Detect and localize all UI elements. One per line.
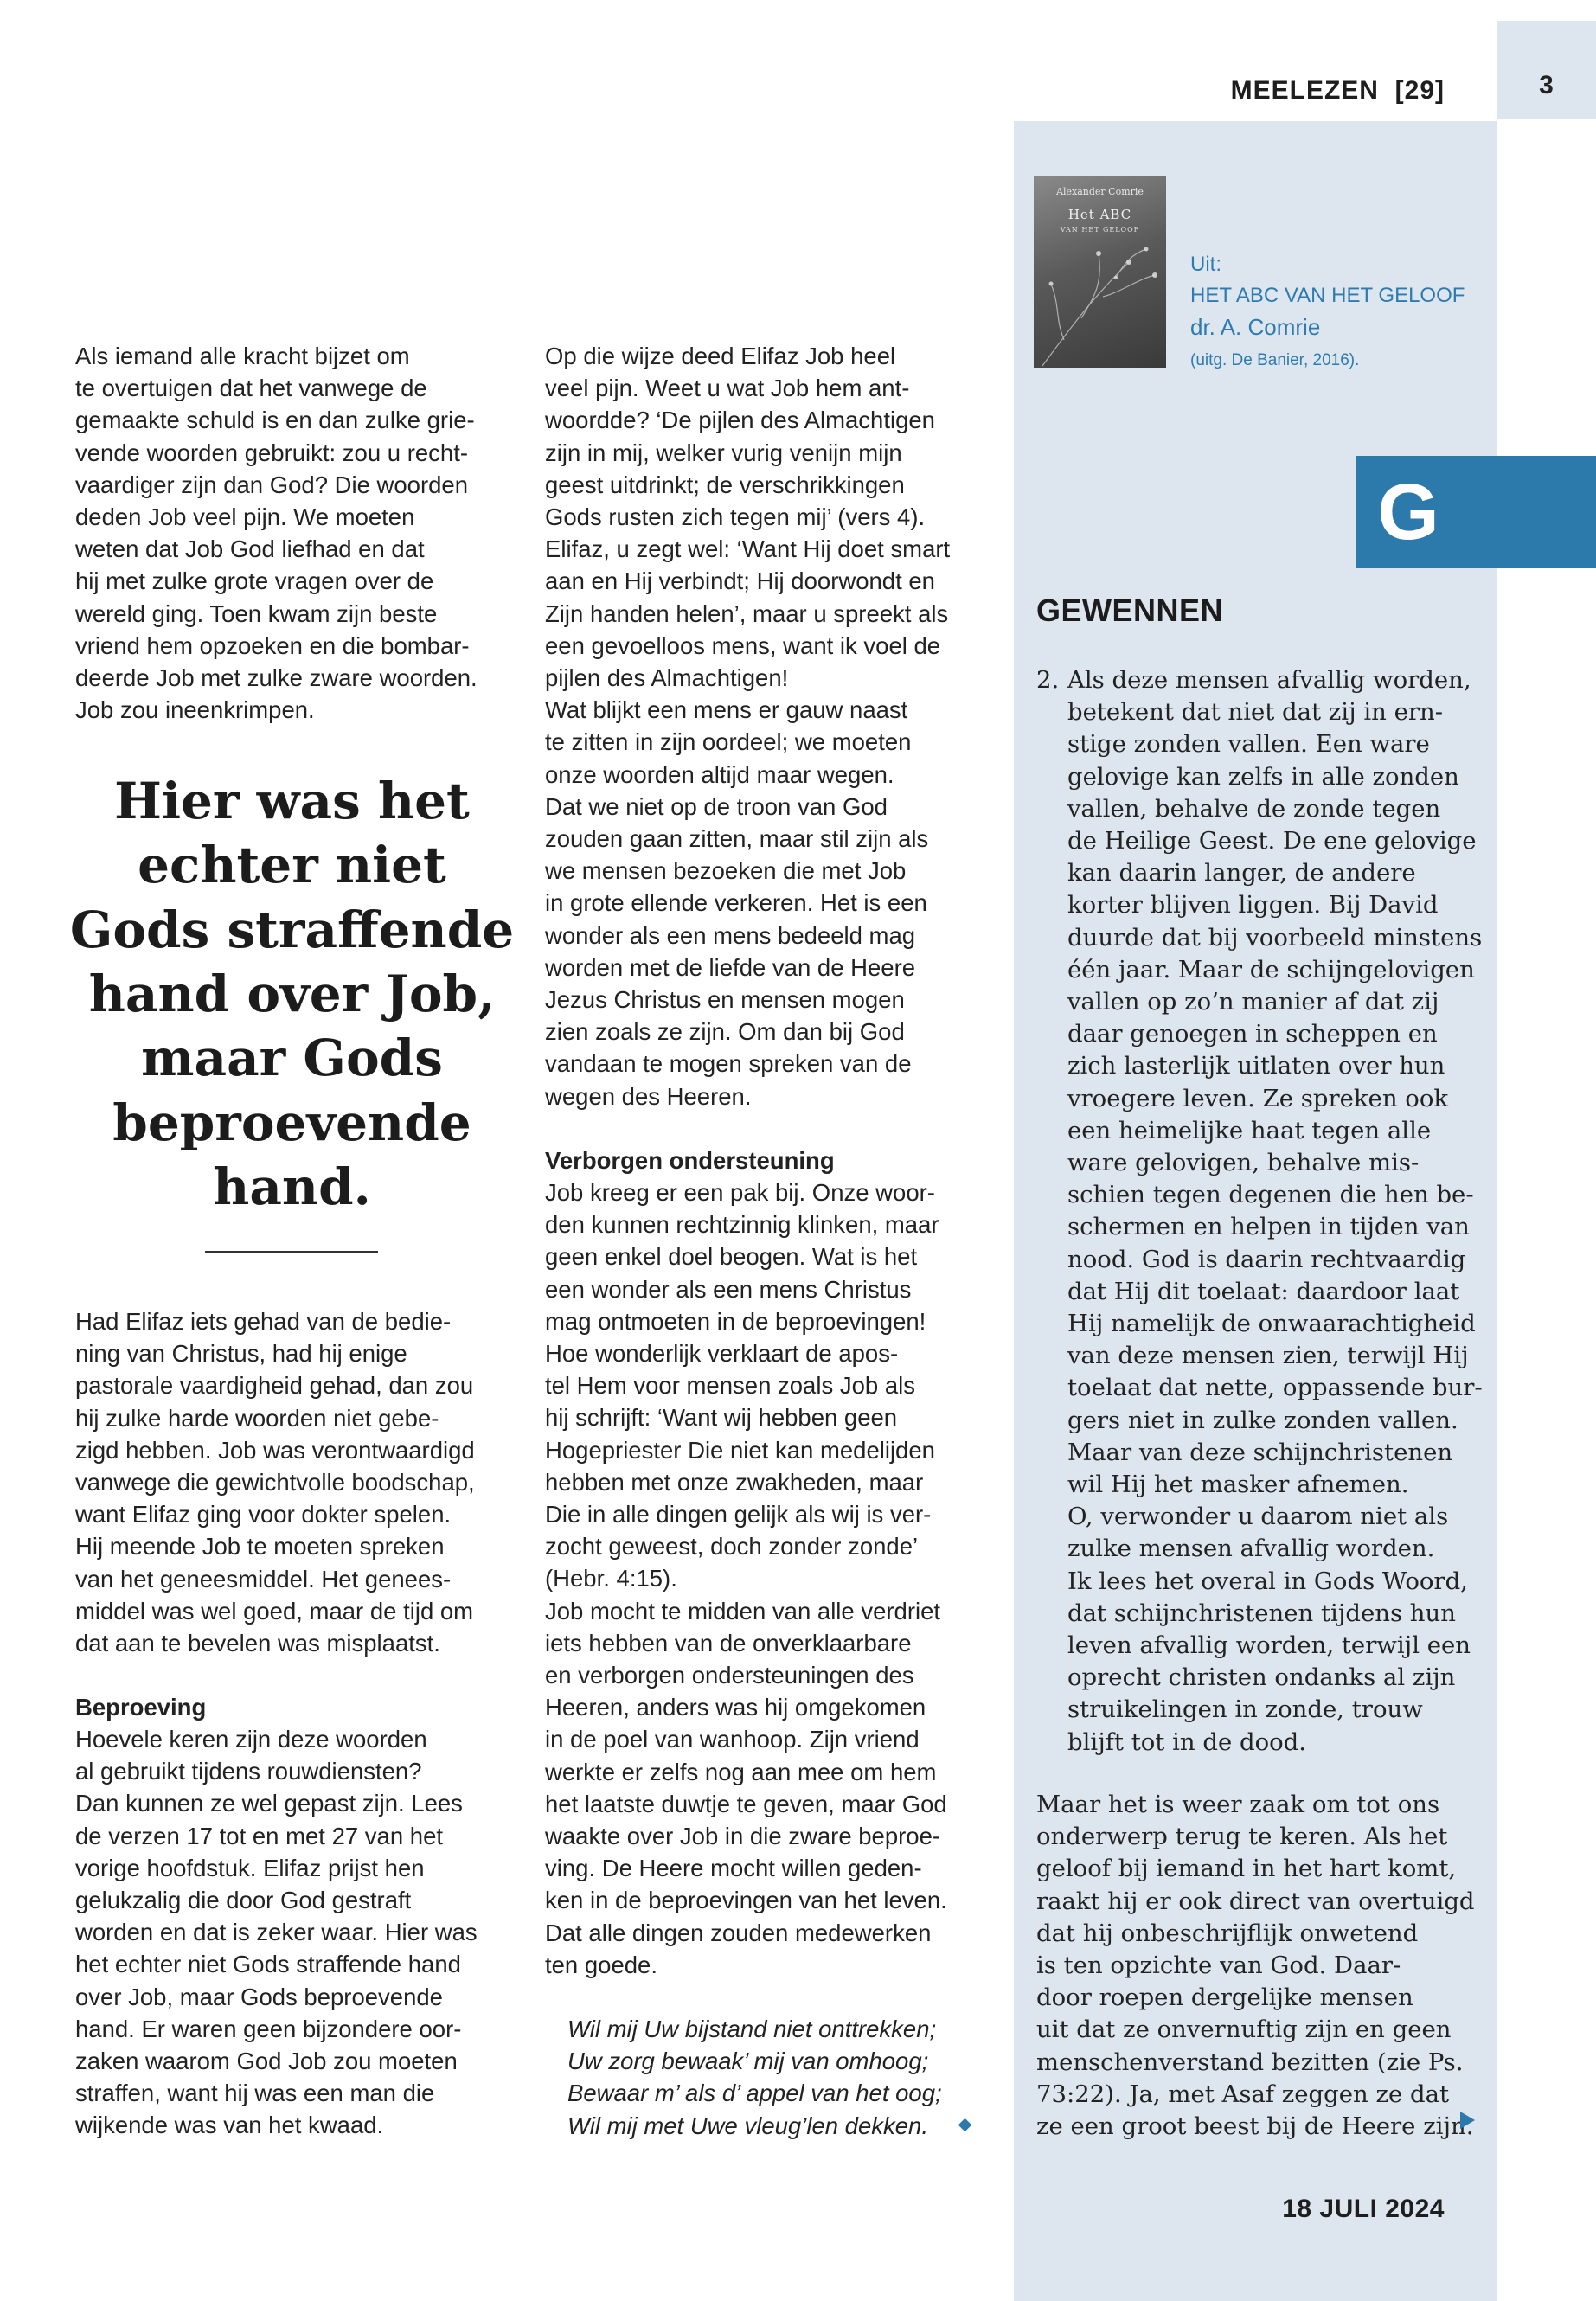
body-text-line: worden en dat is zeker waar. Hier was [75,1919,478,1946]
term-heading: GEWENNEN [1036,593,1224,628]
definition-line: vroegere leven. Ze spreken ook [1067,1084,1449,1112]
definition-line: dat schijnchristenen tijdens hun [1067,1599,1456,1627]
sidebar-paragraph-line: door roepen dergelijke mensen [1036,1984,1413,2012]
definition-line: Als deze mensen afvallig worden, [1067,666,1471,694]
body-text-line: pastorale vaardigheid gehad, dan zou [75,1372,474,1400]
book-cover-subtitle: VAN HET GELOOF [1060,226,1140,234]
body-text-line: ning van Christus, had hij enige [75,1340,407,1368]
body-text-line: te overtuigen dat het vanwege de [75,375,427,402]
body-text-line: vende woorden gebruikt: zou u recht- [75,439,469,466]
body-text-line: zijn in mij, welker vurig venijn mijn [545,439,902,466]
body-text-line: een gevoelloos mens, want ik voel de [545,631,941,659]
body-text-line: Elifaz, u zegt wel: ‘Want Hij doet smart [545,535,951,563]
body-text-line: van het geneesmiddel. Het genees- [75,1565,452,1593]
body-text-line: ten goede. [545,1951,657,1978]
body-text-line: mag ontmoeten in de beproevingen! [545,1307,926,1335]
body-text-line: deerde Job met zulke zware woorden. [75,664,478,691]
body-text-line: geen enkel doel beogen. Wat is het [545,1243,918,1271]
definition-line: korter blijven liggen. Bij David [1067,891,1439,920]
body-text-line: middel was wel goed, maar de tijd om [75,1597,474,1625]
body-text-line: Hoe wonderlijk verklaart de apos- [545,1340,899,1367]
subheading-beproeving: Beproeving [75,1694,207,1721]
pull-quote-divider [205,1251,378,1253]
body-text-line: Job zou ineenkrimpen. [75,696,315,724]
body-text-line: Job mocht te midden van alle verdriet [545,1597,941,1625]
body-text-line: ving. De Heere mocht willen geden- [545,1855,922,1882]
body-text-line: de verzen 17 tot en met 27 van het [75,1822,444,1849]
sidebar-paragraph-line: ze een groot beest bij de Heere zijn. [1036,2112,1474,2140]
body-text-line: iets hebben van de onverklaarbare [545,1629,912,1657]
body-text-line: weten dat Job God liefhad en dat [75,535,425,563]
definition-line: schermen en helpen in tijden van [1067,1213,1470,1241]
subheading-verborgen-ondersteuning: Verborgen ondersteuning [545,1147,835,1174]
body-text-line: Heeren, anders was hij omgekomen [545,1694,926,1721]
body-text-line: te zitten in zijn oordeel; we moeten [545,728,912,756]
body-text-line: werkte er zelfs nog aan mee om hem [545,1758,937,1785]
book-cover-title: Het ABC [1067,207,1132,222]
body-text-line: in grote ellende verkeren. Het is een [545,889,927,917]
body-text-line: en verborgen ondersteuningen des [545,1662,914,1689]
definition-line: zulke mensen afvallig worden. [1067,1535,1435,1563]
body-text-line: den kunnen rechtzinnig klinken, maar [545,1211,939,1239]
body-text-line: Jezus Christus en mensen mogen [545,986,905,1013]
definition-line: ware gelovigen, behalve mis- [1067,1149,1420,1176]
source-author: dr. A. Comrie [1190,314,1321,340]
sidebar-paragraph-line: is ten opzichte van God. Daar- [1036,1952,1401,1979]
body-text-line: wereld ging. Toen kwam zijn beste [75,599,438,627]
definition-number: 2. [1036,666,1060,694]
body-text-line: pijlen des Almachtigen! [545,664,789,691]
verse-line: Wil mij Uw bijstand niet onttrekken; [567,2016,937,2042]
pull-quote-line: maar Gods [141,1029,443,1088]
pull-quote-line: echter niet [138,836,446,895]
body-text-line: zien zoals ze zijn. Om dan bij God [545,1018,905,1046]
definition-line: Ik lees het overal in Gods Woord, [1067,1567,1468,1595]
sidebar-paragraph-line: Maar het is weer zaak om tot ons [1036,1791,1440,1818]
definition-line: een heimelijke haat tegen alle [1067,1116,1432,1144]
sidebar-paragraph-line: dat hij onbeschrijflijk onwetend [1036,1919,1419,1947]
body-text-line: waakte over Job in die zware beproe- [545,1823,941,1849]
source-book-title: HET ABC VAN HET GELOOF [1190,284,1465,307]
body-text-line: zaken waarom God Job zou moeten [75,2048,458,2074]
sidebar-paragraph-line: onderwerp terug te keren. Als het [1036,1823,1448,1851]
continue-arrow-icon [1460,2112,1475,2129]
body-text-line: het laatste duwtje te geven, maar God [545,1790,947,1817]
section-title: MEELEZEN [29] [1230,76,1445,105]
sidebar-paragraph-line: geloof bij iemand in het hart komt, [1036,1855,1457,1883]
body-text-line: straffen, want hij was een man die [75,2080,435,2107]
body-text-line: Had Elifaz iets gehad van de bedie- [75,1308,452,1335]
body-text-line: Hoevele keren zijn deze woorden [75,1726,427,1753]
body-text-line: hebben met onze zwakheden, maar [545,1468,924,1496]
body-text-line: al gebruikt tijdens rouwdiensten? [75,1758,422,1785]
definition-line: vallen op zo’n manier af dat zij [1067,988,1439,1016]
body-text-line: zouden gaan zitten, maar stil zijn als [545,825,929,852]
body-text-line: zigd hebben. Job was verontwaardigd [75,1436,475,1464]
source-publisher: (uitg. De Banier, 2016). [1190,351,1360,369]
sidebar-paragraph-line: 73:22). Ja, met Asaf zeggen ze dat [1036,2080,1450,2108]
pull-quote-line: hand over Job, [88,964,496,1023]
body-text-line: Dat alle dingen zouden medewerken [545,1919,932,1946]
definition-line: zich lasterlijk uitlaten over hun [1067,1052,1445,1080]
definition-line: stige zonden vallen. Een ware [1067,730,1430,759]
body-text-line: onze woorden altijd maar wegen. [545,760,894,788]
definition-line: wil Hij het masker afnemen. [1067,1471,1409,1498]
issue-date: 18 JULI 2024 [1282,2195,1445,2223]
body-text-line: geest uitdrinkt; de verschrikkingen [545,471,905,498]
body-text-line: deden Job veel pijn. We moeten [75,503,415,530]
body-text-line: ken in de beproevingen van het leven. [545,1887,947,1914]
body-text-line: Dan kunnen ze wel gepast zijn. Lees [75,1790,463,1817]
definition-line: Maar van deze schijnchristenen [1067,1438,1453,1466]
body-text-line: Wat blijkt een mens er gauw naast [545,696,908,724]
body-text-line: Hij meende Job te moeten spreken [75,1533,445,1561]
body-text-line: het echter niet Gods straffende hand [75,1951,461,1978]
pull-quote-line: beproevende [112,1093,471,1152]
source-label: Uit: [1190,253,1221,276]
body-text-line: Zijn handen helen’, maar u spreekt als [545,599,949,627]
body-text-line: wonder als een mens bedeeld mag [545,921,916,949]
definition-line: dat Hij dit toelaat: daardoor laat [1067,1277,1460,1305]
verse-line: Uw zorg bewaak’ mij van omhoog; [567,2048,929,2075]
definition-line: gers niet in zulke zonden vallen. [1067,1406,1458,1434]
body-text-line: Gods rusten zich tegen mij’ (vers 4). [545,503,926,530]
body-text-line: zocht geweest, doch zonder zonde’ [545,1533,919,1561]
body-text-line: vanwege die gewichtvolle boodschap, [75,1469,475,1496]
definition-line: betekent dat niet dat zij in ern- [1067,698,1444,727]
definition-line: Hij namelijk de onwaarachtigheid [1067,1310,1476,1337]
body-text-line: gemaakte schuld is en dan zulke grie- [75,407,475,434]
definition-line: de Heilige Geest. De ene gelovige [1067,827,1477,855]
body-text-line: vaardiger zijn dan God? Die woorden [75,471,469,498]
definition-line: oprecht christen ondanks al zijn [1067,1663,1456,1692]
body-text-line: Dat we niet op de troon van God [545,792,888,820]
end-mark-icon [958,2118,972,2132]
definition-line: nood. God is daarin rechtvaardig [1067,1245,1466,1273]
definition-line: kan daarin langer, de andere [1067,859,1416,888]
definition-line: vallen, behalve de zonde tegen [1067,794,1441,823]
page-number: 3 [1539,71,1554,99]
definition-line: schien tegen degenen die hen be- [1067,1181,1474,1209]
body-text-line: veel pijn. Weet u wat Job hem ant- [545,375,910,402]
book-cover-author: Alexander Comrie [1056,186,1144,197]
body-text-line: Die in alle dingen gelijk als wij is ver- [545,1501,932,1528]
definition-line: duurde dat bij voorbeeld minstens [1067,923,1483,952]
verse-line: Bewaar m’ als d’ appel van het oog; [567,2080,942,2107]
body-text-line: tel Hem voor mensen zoals Job als [545,1372,915,1400]
pull-quote-line: Gods straffende [69,900,515,959]
body-text-line: we mensen bezoeken die met Job [545,857,907,885]
body-text-line: dat aan te bevelen was misplaatst. [75,1630,440,1657]
definition-line: van deze mensen zien, terwijl Hij [1067,1342,1469,1370]
body-text-line: vorige hoofdstuk. Elifaz prijst hen [75,1854,425,1881]
body-text-line: wijkende was van het kwaad. [75,2112,384,2139]
sidebar-paragraph-line: uit dat ze onvernuftig zijn en geen [1036,2016,1452,2044]
definition-line: toelaat dat nette, oppassende bur- [1067,1374,1483,1402]
definition-line: gelovige kan zelfs in alle zonden [1067,762,1459,791]
body-text-line: Hogepriester Die niet kan medelijden [545,1436,935,1464]
body-text-line: woordde? ‘De pijlen des Almachtigen [545,407,935,434]
definition-line: daar genoegen in scheppen en [1067,1020,1438,1048]
body-text-line: aan en Hij verbindt; Hij doorwondt en [545,567,935,595]
book-cover-image [1034,176,1166,368]
definition-line: leven afvallig worden, terwijl een [1067,1631,1471,1659]
body-text-line: vandaan te mogen spreken van de [545,1050,912,1078]
body-text-line: Job kreeg er een pak bij. Onze woor- [545,1179,935,1206]
verse-line: Wil mij met Uwe vleug’len dekken. [567,2112,928,2139]
sidebar-paragraph-line: menschenverstand bezitten (zie Ps. [1036,2048,1464,2076]
sidebar-paragraph-line: raakt hij er ook direct van overtuigd [1036,1887,1475,1915]
definition-line: struikelingen in zonde, trouw [1067,1695,1423,1724]
body-text-line: (Hebr. 4:15). [545,1565,677,1593]
body-text-line: hand. Er waren geen bijzondere oor- [75,2015,462,2042]
body-text-line: gelukzalig die door God gestraft [75,1887,412,1913]
pull-quote-line: hand. [213,1157,371,1216]
body-text-line: wegen des Heeren. [545,1082,752,1110]
body-text-line: worden met de liefde van de Heere [545,953,916,981]
definition-line: blijft tot in de dood. [1067,1727,1307,1756]
body-text-line: in de poel van wanhoop. Zijn vriend [545,1726,920,1753]
body-text-line: over Job, maar Gods beproevende [75,1983,443,2010]
body-text-line: een wonder als een mens Christus [545,1275,912,1303]
page-number-tab [1497,21,1596,119]
letter-g: G [1377,468,1439,556]
body-text-line: hij met zulke grote vragen over de [75,567,434,595]
body-text-line: Op die wijze deed Elifaz Job heel [545,343,896,369]
definition-line: O, verwonder u daarom niet als [1067,1503,1449,1531]
body-text-line: Als iemand alle kracht bijzet om [75,343,410,369]
pull-quote-line: Hier was het [114,772,470,830]
body-text-line: hij zulke harde woorden niet gebe- [75,1404,439,1432]
branch-illustration [1034,236,1166,368]
body-text-line: hij schrijft: ‘Want wij hebben geen [545,1404,898,1432]
definition-line: één jaar. Maar de schijngelovigen [1067,955,1475,984]
body-text-line: vriend hem opzoeken en die bombar- [75,631,470,659]
body-text-line: want Elifaz ging voor dokter spelen. [75,1501,452,1529]
